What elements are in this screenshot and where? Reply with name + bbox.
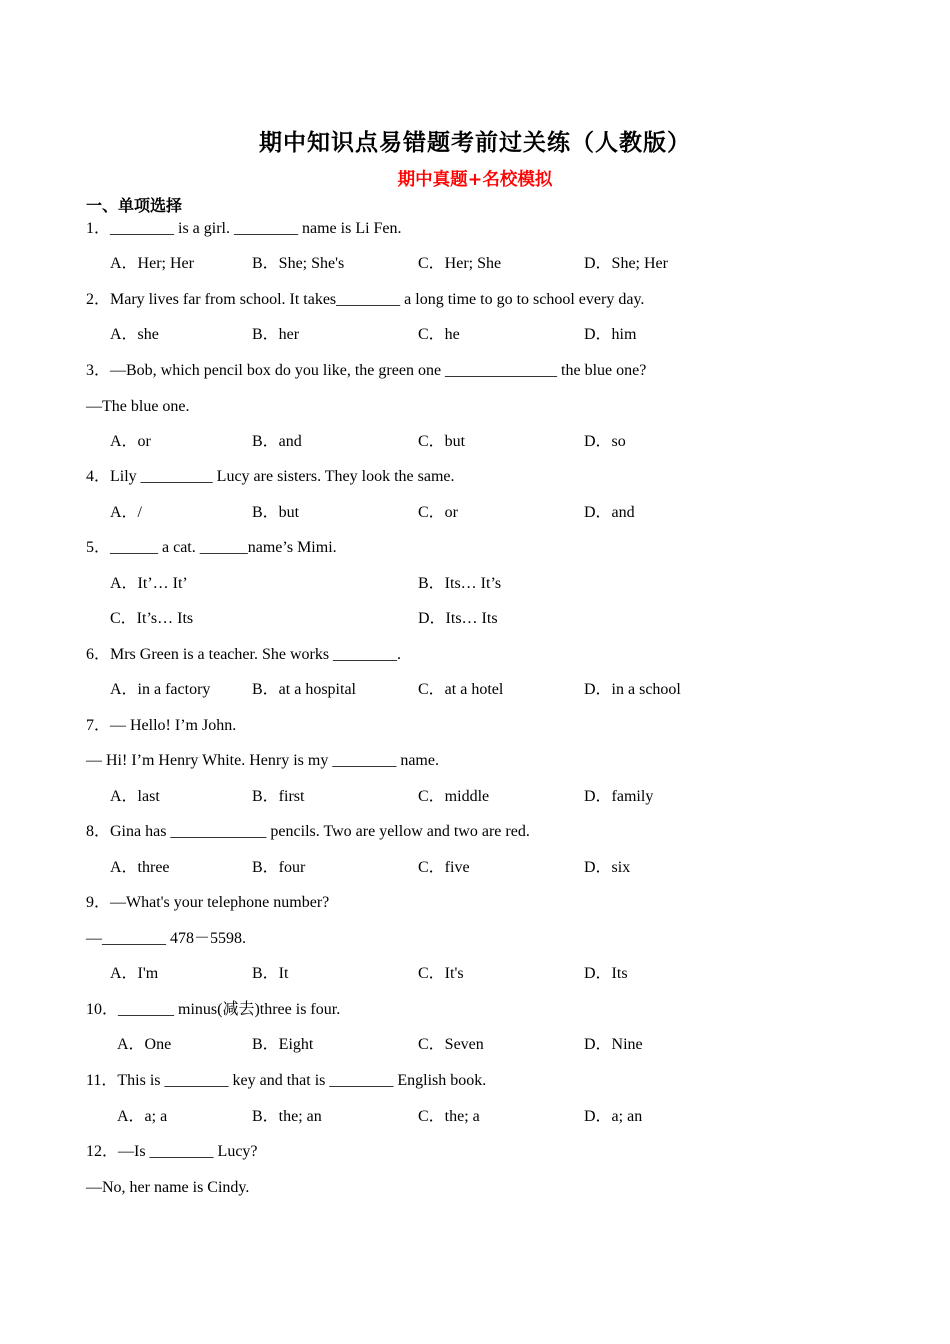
question-5-stem: 5．______ a cat. ______name’s Mimi.: [86, 539, 337, 556]
q2-option-c[interactable]: C．he: [418, 326, 460, 343]
q11-option-c[interactable]: C．the; a: [418, 1108, 480, 1125]
q1-option-c[interactable]: C．Her; She: [418, 255, 502, 272]
q5-option-c[interactable]: C．It’s… Its: [110, 610, 194, 627]
question-1-stem: 1．________ is a girl. ________ name is Li Fen.: [86, 220, 402, 237]
q3-option-b[interactable]: B．and: [252, 433, 302, 450]
q6-option-c[interactable]: C．at a hotel: [418, 681, 504, 698]
q2-option-a[interactable]: A．she: [110, 326, 159, 343]
question-12-reply-line: —No, her name is Cindy.: [86, 1179, 250, 1196]
q5-option-b[interactable]: B．Its… It’s: [418, 575, 502, 592]
q8-option-c[interactable]: C．five: [418, 859, 470, 876]
question-7-stem: 7．— Hello! I’m John.: [86, 717, 237, 734]
question-7-reply-line: — Hi! I’m Henry White. Henry is my ________ name.: [86, 752, 439, 769]
question-3-answer-line: —The blue one.: [86, 398, 190, 415]
q4-option-c[interactable]: C．or: [418, 504, 459, 521]
q10-option-c[interactable]: C．Seven: [418, 1036, 484, 1053]
question-6-stem: 6．Mrs Green is a teacher. She works ________.: [86, 646, 402, 663]
q7-option-d[interactable]: D．family: [584, 788, 654, 805]
q9-option-c[interactable]: C．It's: [418, 965, 464, 982]
question-3-stem: 3．—Bob, which pencil box do you like, the green one ______________ the blue one?: [86, 362, 647, 379]
q11-option-a[interactable]: A．a; a: [117, 1108, 168, 1125]
q3-option-d[interactable]: D．so: [584, 433, 626, 450]
q8-option-a[interactable]: A．three: [110, 859, 170, 876]
q11-option-d[interactable]: D．a; an: [584, 1108, 643, 1125]
question-2-stem: 2．Mary lives far from school. It takes________ a long time to go to school every day.: [86, 291, 645, 308]
q6-option-a[interactable]: A．in a factory: [110, 681, 211, 698]
q4-option-b[interactable]: B．but: [252, 504, 300, 521]
q3-option-a[interactable]: A．or: [110, 433, 151, 450]
q4-option-a[interactable]: A．/: [110, 504, 143, 521]
q1-option-b[interactable]: B．She; She's: [252, 255, 345, 272]
q1-option-d[interactable]: D．She; Her: [584, 255, 668, 272]
q9-option-b[interactable]: B．It: [252, 965, 289, 982]
q5-option-d[interactable]: D．Its… Its: [418, 610, 498, 627]
q8-option-b[interactable]: B．four: [252, 859, 306, 876]
q7-option-c[interactable]: C．middle: [418, 788, 490, 805]
q7-option-a[interactable]: A．last: [110, 788, 160, 805]
page-subtitle: 期中真题+名校模拟: [397, 170, 553, 190]
q9-option-a[interactable]: A．I'm: [110, 965, 159, 982]
question-8-stem: 8．Gina has ____________ pencils. Two are yellow and two are red.: [86, 823, 530, 840]
question-4-stem: 4．Lily _________ Lucy are sisters. They look the same.: [86, 468, 455, 485]
q2-option-b[interactable]: B．her: [252, 326, 300, 343]
section-heading: 一、单项选择: [86, 196, 183, 215]
question-9-stem: 9．—What's your telephone number?: [86, 894, 330, 911]
q2-option-d[interactable]: D．him: [584, 326, 637, 343]
question-11-stem: 11．This is ________ key and that is ________ English book.: [86, 1072, 487, 1089]
q10-option-a[interactable]: A．One: [117, 1036, 172, 1053]
q6-option-b[interactable]: B．at a hospital: [252, 681, 356, 698]
q5-option-a[interactable]: A．It’… It’: [110, 575, 188, 592]
q11-option-b[interactable]: B．the; an: [252, 1108, 322, 1125]
q1-option-a[interactable]: A．Her; Her: [110, 255, 194, 272]
q4-option-d[interactable]: D．and: [584, 504, 635, 521]
q10-option-b[interactable]: B．Eight: [252, 1036, 314, 1053]
question-10-stem: 10．_______ minus(减去)three is four.: [86, 1001, 341, 1018]
q9-option-d[interactable]: D．Its: [584, 965, 628, 982]
q8-option-d[interactable]: D．six: [584, 859, 631, 876]
question-12-stem: 12．—Is ________ Lucy?: [86, 1143, 258, 1160]
q6-option-d[interactable]: D．in a school: [584, 681, 681, 698]
q3-option-c[interactable]: C．but: [418, 433, 466, 450]
page-title: 期中知识点易错题考前过关练（人教版）: [259, 130, 691, 156]
q7-option-b[interactable]: B．first: [252, 788, 305, 805]
q10-option-d[interactable]: D．Nine: [584, 1036, 643, 1053]
question-9-reply-line: —________ 478－5598.: [86, 930, 247, 947]
